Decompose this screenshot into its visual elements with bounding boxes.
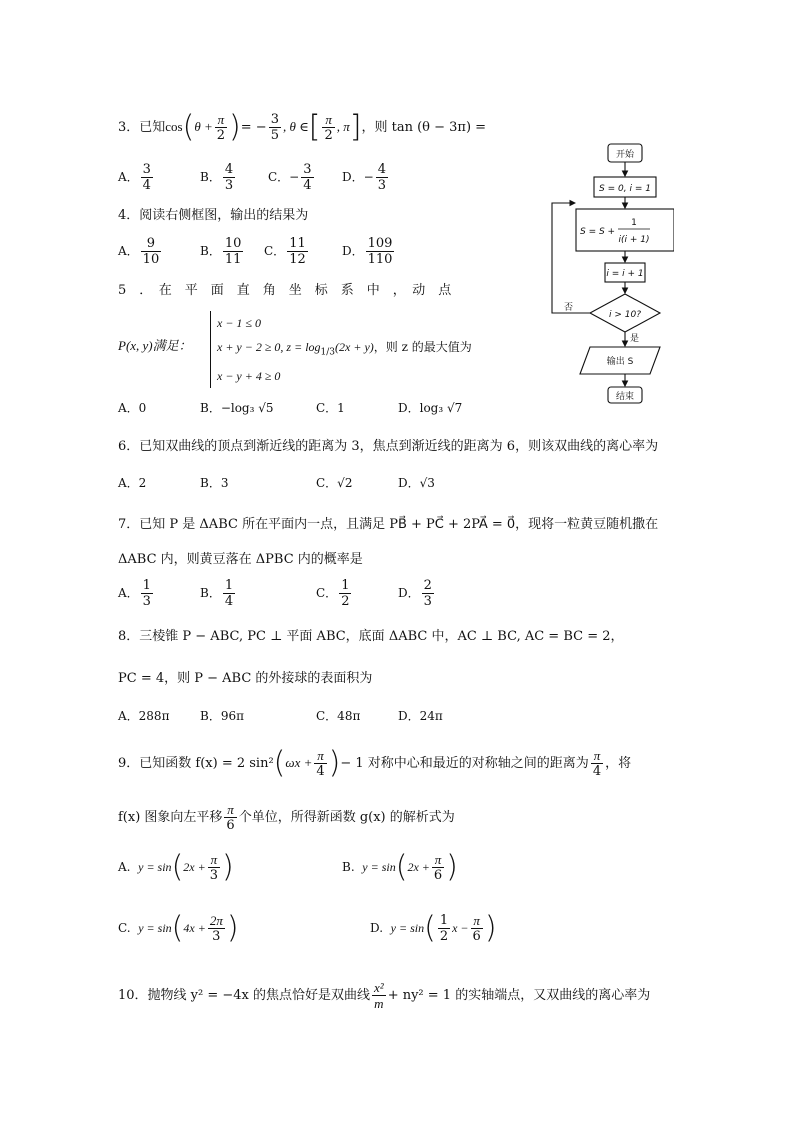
frac-num: π bbox=[471, 913, 483, 929]
q8-option-d: D．24π bbox=[398, 709, 443, 723]
frac-num: 10 bbox=[224, 236, 242, 251]
q3-lead: 3．已知 bbox=[118, 120, 166, 135]
flowchart-output-label: 输出 S bbox=[606, 357, 634, 367]
option-inner: x − bbox=[452, 921, 469, 935]
flowchart-update-label: S = S + bbox=[580, 227, 616, 237]
paren-close: ) bbox=[446, 849, 458, 885]
q3-cos: cos bbox=[165, 119, 183, 134]
frac-num: x² bbox=[374, 980, 384, 995]
frac-den: 12 bbox=[289, 252, 306, 267]
option-label: A． bbox=[118, 586, 139, 600]
option-label: D． bbox=[342, 244, 364, 258]
q9-line2a: f(x) 图象向左平移 bbox=[118, 810, 223, 825]
paren-close: ) bbox=[229, 109, 241, 145]
q7-option-b bbox=[200, 578, 237, 609]
frac-num: π bbox=[432, 852, 444, 868]
q6-option-c: C．√2 bbox=[316, 476, 353, 490]
frac-den: 2 bbox=[324, 128, 333, 143]
frac-den: 4 bbox=[142, 178, 151, 193]
q4-option-d bbox=[342, 236, 396, 267]
option-expr: y = sin bbox=[362, 860, 396, 874]
paren-open: ( bbox=[424, 910, 436, 946]
q5-constraint-2 bbox=[217, 335, 472, 364]
frac-den: 2 bbox=[216, 128, 226, 143]
frac-den: 4 bbox=[224, 594, 234, 609]
flowchart-update-num: 1 bbox=[631, 218, 637, 228]
frac-den: 3 bbox=[209, 868, 218, 883]
q9-distance bbox=[591, 748, 603, 779]
bracket-open: [ bbox=[308, 109, 321, 145]
paren-close: ) bbox=[222, 849, 234, 885]
frac-den: 3 bbox=[142, 594, 151, 609]
q10-tail: + ny² = 1 的实轴端点，又双曲线的离心率为 bbox=[387, 988, 651, 1003]
q8-stem-line1: 8．三棱锥 P − ABC, PC ⊥ 平面 ABC，底面 ΔABC 中，AC ⊥ BC, AC = BC = 2， bbox=[118, 629, 624, 644]
q3-theta-in: , θ ∈ bbox=[282, 119, 309, 134]
q9-tail: − 1 对称中心和最近的对称轴之间的距离为 bbox=[340, 756, 589, 771]
q3-interval-end: , π bbox=[336, 119, 350, 134]
q9-tail2: ，将 bbox=[605, 756, 632, 771]
q5-log-base: 1/3 bbox=[320, 347, 336, 358]
frac-num: 1 bbox=[224, 578, 234, 593]
q5-option-d: D．log₃ √7 bbox=[398, 401, 463, 415]
frac-den: 4 bbox=[303, 178, 312, 193]
frac-den: 3 bbox=[224, 178, 234, 193]
q7-option-c bbox=[316, 578, 353, 609]
q9-option-b bbox=[342, 849, 458, 885]
q7-stem-line2: ΔABC 内，则黄豆落在 ΔPBC 内的概率是 bbox=[118, 552, 363, 567]
paren-open: ( bbox=[171, 849, 184, 885]
frac-den: 2 bbox=[439, 929, 449, 944]
q9-inner: ωx + bbox=[285, 755, 313, 770]
paren-open: ( bbox=[395, 849, 408, 885]
flowchart-start-label: 开始 bbox=[615, 150, 635, 160]
q9-option-c bbox=[118, 910, 239, 946]
frac-num: 11 bbox=[289, 236, 306, 251]
option-label: C． bbox=[316, 586, 338, 600]
q8-stem-line2: PC = 4，则 P − ABC 的外接球的表面积为 bbox=[118, 671, 373, 686]
q3-option-a bbox=[118, 162, 155, 193]
q9-line2b: 个单位，所得新函数 g(x) 的解析式为 bbox=[238, 810, 455, 825]
q3-eq: = − bbox=[240, 120, 267, 135]
flowchart-increment-label: i = i + 1 bbox=[606, 269, 644, 279]
q9-lead: 9．已知函数 f(x) = 2 sin² bbox=[118, 756, 274, 771]
flowchart-condition-label: i > 10? bbox=[609, 310, 641, 320]
option-frac bbox=[366, 236, 395, 267]
option-label: B． bbox=[200, 244, 221, 258]
option-frac bbox=[223, 162, 235, 193]
option-frac bbox=[471, 913, 483, 944]
q8-option-c: C．48π bbox=[316, 709, 361, 723]
option-frac bbox=[339, 578, 351, 609]
q3-theta-plus: θ + bbox=[194, 119, 213, 134]
frac-den: 3 bbox=[377, 178, 386, 193]
q6-option-a: A．2 bbox=[118, 476, 147, 490]
frac-num: 3 bbox=[142, 162, 151, 177]
option-frac bbox=[141, 236, 162, 267]
q6-option-d: D．√3 bbox=[398, 476, 435, 490]
option-label: C．− bbox=[268, 170, 300, 184]
paren-close: ) bbox=[226, 910, 239, 946]
paren-open: ( bbox=[273, 745, 286, 781]
q4-option-c bbox=[264, 236, 310, 267]
q3-option-c bbox=[268, 162, 316, 193]
option-frac bbox=[223, 236, 244, 267]
frac-num: 3 bbox=[303, 162, 312, 177]
option-frac bbox=[223, 578, 235, 609]
q7-stem-line1: 7．已知 P 是 ΔABC 所在平面内一点，且满足 PB⃗ + PC⃗ + 2PA⃗ = 0⃗，现将一粒黄豆随机撒在 bbox=[118, 517, 659, 532]
q9-option-a bbox=[118, 849, 234, 885]
option-frac bbox=[301, 162, 313, 193]
bracket-close: ] bbox=[349, 109, 362, 145]
frac-num: 3 bbox=[270, 112, 279, 127]
q5-option-c: C．1 bbox=[316, 401, 345, 415]
q3-three-fifths bbox=[269, 112, 281, 143]
q5-option-a: A．0 bbox=[118, 401, 147, 415]
option-frac bbox=[208, 913, 225, 944]
option-frac bbox=[287, 236, 308, 267]
q9-stem-line2 bbox=[118, 802, 455, 833]
paren-close: ) bbox=[328, 745, 341, 781]
frac-den: m bbox=[374, 996, 384, 1011]
frac-den: 6 bbox=[472, 929, 481, 944]
frac-den: 2 bbox=[341, 594, 350, 609]
q3-option-b bbox=[200, 162, 237, 193]
q9-pi-over-4 bbox=[314, 748, 326, 779]
option-frac bbox=[376, 162, 388, 193]
q3-pi-over-2 bbox=[215, 112, 227, 143]
option-label: D．− bbox=[342, 170, 374, 184]
option-label: C. bbox=[118, 921, 131, 935]
frac-num: 9 bbox=[141, 236, 162, 252]
q3-option-d bbox=[342, 162, 390, 193]
q9-stem-line1 bbox=[118, 745, 632, 781]
flowchart-update-den: i(i + 1) bbox=[618, 235, 650, 245]
paren-open: ( bbox=[182, 109, 195, 145]
q10-x2-over-m bbox=[372, 980, 386, 1011]
q6-option-b: B．3 bbox=[200, 476, 229, 490]
q5-option-b: B．−log₃ √5 bbox=[200, 401, 274, 415]
option-expr: y = sin bbox=[390, 921, 425, 935]
flowchart-end-label: 结束 bbox=[615, 392, 635, 402]
frac-num: 1 bbox=[341, 578, 350, 593]
option-label: B． bbox=[200, 170, 221, 184]
q8-option-a: A．288π bbox=[118, 709, 170, 723]
paren-close: ) bbox=[484, 910, 497, 946]
option-frac bbox=[432, 852, 444, 883]
frac-num: 1 bbox=[142, 578, 151, 593]
q8-option-b: B．96π bbox=[200, 709, 244, 723]
option-frac bbox=[208, 852, 220, 883]
q5-constraint-2-text: x + y − 2 ≥ 0, z = log bbox=[217, 340, 321, 354]
q4-option-b bbox=[200, 236, 245, 267]
q5-constraint-system bbox=[210, 311, 472, 388]
frac-den: 6 bbox=[226, 818, 235, 833]
option-label: B. bbox=[342, 860, 355, 874]
q5-constraint-3: x − y + 4 ≥ 0 bbox=[217, 369, 281, 384]
q3-stem bbox=[118, 109, 487, 145]
option-frac bbox=[141, 578, 153, 609]
frac-num: 4 bbox=[377, 162, 386, 177]
option-label: C． bbox=[264, 244, 286, 258]
q4-stem: 4．阅读右侧框图，输出的结果为 bbox=[118, 208, 309, 223]
frac-num: π bbox=[224, 802, 236, 818]
paren-open: ( bbox=[171, 910, 184, 946]
q4-option-a bbox=[118, 236, 163, 267]
frac-num: 109 bbox=[367, 236, 393, 251]
option-frac bbox=[141, 162, 153, 193]
option-inner: 2x + bbox=[183, 860, 206, 874]
flowchart-yes-label: 是 bbox=[630, 334, 640, 344]
frac-den: 3 bbox=[423, 594, 432, 609]
option-label: A． bbox=[118, 244, 139, 258]
frac-den: 110 bbox=[367, 252, 393, 267]
flowchart-init-label: S = 0, i = 1 bbox=[599, 184, 651, 194]
option-expr: y = sin bbox=[138, 860, 172, 874]
q9-shift bbox=[224, 802, 236, 833]
frac-num: π bbox=[591, 748, 603, 764]
frac-num: 4 bbox=[224, 162, 234, 177]
frac-num: 2 bbox=[423, 578, 432, 593]
flowchart-no-label: 否 bbox=[564, 303, 574, 313]
frac-den: 6 bbox=[433, 868, 443, 883]
frac-den: 4 bbox=[592, 764, 602, 779]
q7-option-d bbox=[398, 578, 436, 609]
q5-stem-line1: 5 ． 在 平 面 直 角 坐 标 系 中 ， 动 点 bbox=[118, 283, 452, 298]
frac-den: 10 bbox=[142, 252, 160, 267]
q3-interval-start bbox=[322, 112, 334, 143]
frac-num: π bbox=[322, 112, 334, 128]
frac-num: π bbox=[314, 748, 326, 764]
q10-lead: 10．抛物线 y² = −4x 的焦点恰好是双曲线 bbox=[118, 988, 371, 1003]
option-coef bbox=[438, 913, 450, 944]
q6-stem: 6．已知双曲线的顶点到渐近线的距离为 3，焦点到渐近线的距离为 6，则该双曲线的离心率为 bbox=[118, 439, 659, 454]
q5-tail: ，则 z 的最大值为 bbox=[373, 340, 472, 354]
option-label: A． bbox=[118, 170, 139, 184]
option-label: B． bbox=[200, 586, 221, 600]
frac-den: 11 bbox=[224, 252, 242, 267]
option-expr: y = sin bbox=[138, 921, 172, 935]
q5-p: P(x, y)满足： bbox=[118, 338, 192, 353]
q7-option-a bbox=[118, 578, 155, 609]
option-label: D． bbox=[398, 586, 420, 600]
frac-num: 1 bbox=[439, 913, 449, 928]
frac-den: 5 bbox=[270, 128, 279, 143]
flowchart bbox=[548, 138, 674, 408]
option-inner: 4x + bbox=[183, 921, 206, 935]
q5-point bbox=[118, 335, 192, 358]
q9-option-d bbox=[370, 910, 497, 946]
q5-constraint-1: x − 1 ≤ 0 bbox=[217, 316, 262, 330]
option-frac bbox=[422, 578, 434, 609]
frac-den: 4 bbox=[316, 764, 325, 779]
frac-num: π bbox=[208, 852, 220, 868]
option-label: D. bbox=[370, 921, 384, 935]
q5-log-arg: (2x + y) bbox=[335, 340, 374, 354]
option-inner: 2x + bbox=[407, 860, 430, 874]
q10-stem bbox=[118, 980, 650, 1011]
frac-num: 2π bbox=[209, 913, 223, 928]
option-label: A. bbox=[118, 860, 131, 874]
frac-den: 3 bbox=[212, 929, 221, 944]
frac-num: π bbox=[215, 112, 227, 128]
q3-tail: ，则 tan (θ − 3π) = bbox=[361, 120, 487, 135]
